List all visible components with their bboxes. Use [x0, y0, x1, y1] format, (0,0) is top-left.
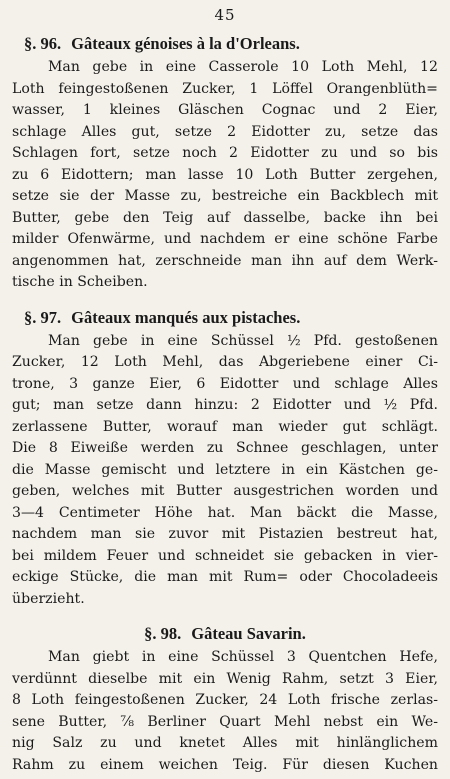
- text-line: gut; man setze dann hinzu: 2 Eidotter und ½ Pfd.: [12, 397, 438, 413]
- section-title: Gâteau Savarin.: [191, 624, 306, 643]
- text-line: schlage Alles gut, setze 2 Eidotter zu, setze das: [12, 123, 438, 140]
- section-number: §. 98.: [144, 624, 182, 643]
- section-97: [12, 308, 438, 611]
- section-title: Gâteaux manqués aux pistaches.: [71, 307, 301, 327]
- text-line: bei mildem Feuer und schneidet sie gebacken in vier-: [12, 547, 438, 564]
- text-line: milder Ofenwärme, und nachdem er eine schöne Farbe: [12, 231, 438, 247]
- text-line: sene Butter, ⅞ Berliner Quart Mehl nebst ein We-: [12, 713, 438, 730]
- text-line: 8 Loth feingestoßenen Zucker, 24 Loth frische zerlas-: [12, 692, 438, 708]
- text-line: wasser, 1 kleines Gläschen Cognac und 2 Eier,: [12, 102, 438, 118]
- text-line: geben, welches mit Butter ausgestrichen worden und: [12, 483, 438, 499]
- text-line: Zucker, 12 Loth Mehl, das Abgeriebene einer Ci-: [12, 354, 438, 370]
- section-title: Gâteaux génoises à la d'Orleans.: [71, 34, 300, 53]
- text-line: Schlagen fort, setze noch 2 Eidotter zu und so bis: [12, 145, 438, 161]
- page-number: 45: [214, 6, 236, 24]
- text-line: nachdem man sie zuvor mit Pistazien bestreut hat,: [12, 526, 438, 542]
- text-line: Butter, gebe den Teig auf dasselbe, backe ihn bei: [12, 209, 438, 226]
- text-line: eckige Stücke, die man mit Rum= oder Chocoladeeis: [12, 569, 438, 585]
- text-line: nig Salz zu und knetet Alles mit hinlänglichem: [12, 735, 438, 751]
- section-heading: [12, 34, 438, 54]
- text-line: Man gebe in eine Schüssel ½ Pfd. gestoßenen: [48, 332, 438, 349]
- text-line: zu 6 Eidottern; man lasse 10 Loth Butter zergehen,: [12, 166, 438, 183]
- text-line: Loth feingestoßenen Zucker, 1 Löffel Orangenblüth=: [12, 80, 438, 97]
- section-heading: [12, 308, 438, 328]
- text-line: trone, 3 ganze Eier, 6 Eidotter und schlage Alles: [12, 375, 438, 392]
- text-line: Man gebe in eine Casserole 10 Loth Mehl, 12: [48, 59, 438, 75]
- section-number: §. 96.: [24, 34, 62, 53]
- section-body: [12, 647, 438, 776]
- text-line: setze sie der Masse zu, bestreiche ein Backblech mit: [12, 188, 438, 204]
- text-line: überzieht.: [12, 590, 85, 607]
- text-line: Man giebt in eine Schüssel 3 Quentchen Hefe,: [48, 649, 438, 665]
- section-body: [12, 331, 438, 611]
- text-line: Die 8 Eiweiße werden zu Schnee geschlagen, unter: [12, 440, 438, 456]
- text-line: tische in Scheiben.: [12, 274, 148, 290]
- text-line: Rahm zu einem weichen Teig. Für diesen Kuchen: [12, 756, 438, 773]
- text-line: angenommen hat, zerschneide man ihn auf dem Werk-: [12, 252, 438, 269]
- section-body: [12, 57, 438, 294]
- text-line: zerlassene Butter, worauf man wieder gut schlägt.: [12, 418, 438, 435]
- section-98: [12, 624, 438, 776]
- section-96: [12, 34, 438, 294]
- text-line: verdünnt dieselbe mit ein Wenig Rahm, setzt 3 Eier,: [12, 670, 438, 687]
- text-line: 3—4 Centimeter Höhe hat. Man bäckt die Masse,: [12, 504, 438, 521]
- text-line: die Masse gemischt und letztere in ein Kästchen ge-: [12, 461, 438, 478]
- section-heading: [12, 624, 438, 644]
- section-number: §. 97.: [24, 307, 62, 327]
